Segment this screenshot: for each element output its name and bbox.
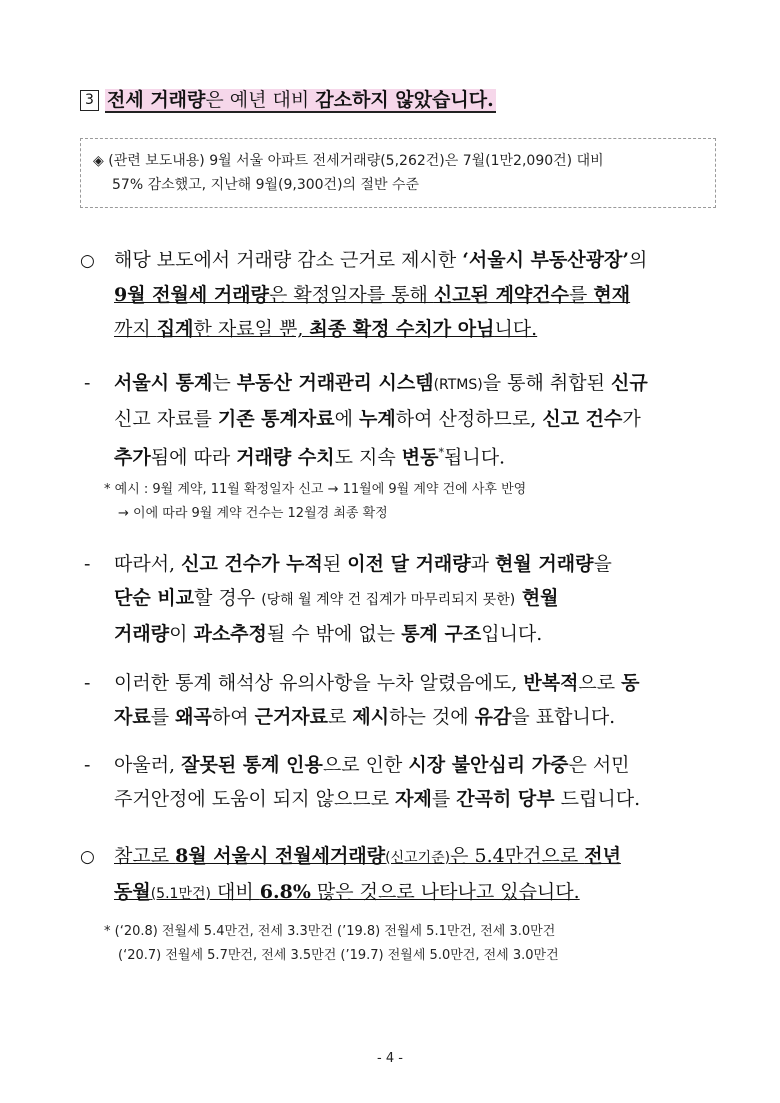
circle-bullet-icon: ○ — [80, 251, 95, 271]
paragraph-5: - 아울러, 잘못된 통계 인용으로 인한 시장 불안심리 가중은 서민 주거안정에 도움이 되지 않으므로 자제를 간곡히 당부 드립니다. — [80, 748, 720, 816]
section-heading — [80, 87, 496, 113]
paragraph-1: ○ 해당 보도에서 거래량 감소 근거로 제시한 ‘서울시 부동산광장’의 9월 전월세 거래량은 확정일자를 통해 신고된 계약건수를 현재 까지 집계한 자료일 뿐, 최종 확정 수치가 아님니다. — [80, 243, 720, 346]
section-number-box: 3 — [80, 90, 99, 111]
press-report-box — [80, 138, 716, 208]
paragraph-3: - 따라서, 신고 건수가 누적된 이전 달 거래량과 현월 거래량을 단순 비교할 경우 (당해 월 계약 건 집계가 마무리되지 못한) 현월 거래량이 과소추정될 수 밖에 없는 통계 구조입니다. — [80, 547, 720, 651]
notice-line-1: (관련 보도내용) 9월 서울 아파트 전세거래량(5,262건)은 7월(1만2,090건) 대비 — [108, 153, 604, 169]
footnote-example: * 예시 : 9월 계약, 11월 확정일자 신고 → 11월에 9월 계약 건에 사후 반영 → 이에 따라 9월 계약 건수는 12월경 최종 확정 — [104, 482, 527, 521]
dash-bullet: - — [84, 372, 91, 394]
dash-bullet: - — [84, 672, 91, 694]
paragraph-4: - 이러한 통계 해석상 유의사항을 누차 알렸음에도, 반복적으로 동 자료를 왜곡하여 근거자료로 제시하는 것에 유감을 표합니다. — [80, 666, 720, 734]
circle-bullet-icon: ○ — [80, 847, 95, 867]
dash-bullet: - — [84, 553, 91, 575]
dash-bullet: - — [84, 754, 91, 776]
title-part-c: 감소하지 않았습니다. — [315, 89, 494, 111]
paragraph-6: ○ 참고로 8월 서울시 전월세거래량(신고기준)은 5.4만건으로 전년 동월(5.1만건) 대비 6.8% 많은 것으로 나타나고 있습니다. — [80, 839, 720, 911]
diamond-icon: ◈ — [93, 153, 104, 169]
title-part-b: 은 예년 대비 — [205, 89, 316, 111]
notice-line-2: 57% 감소했고, 지난해 9월(9,300건)의 절반 수준 — [112, 177, 420, 193]
footnote-statistics: * (‘20.8) 전월세 5.4만건, 전세 3.3만건 (’19.8) 전월세 5.1만건, 전세 3.0만건 (‘20.7) 전월세 5.7만건, 전세 3.5만건 (’19.7) 전월세 5.0만건, 전세 3.0만건 — [104, 924, 559, 963]
paragraph-2: - 서울시 통계는 부동산 거래관리 시스템(RTMS)을 통해 취합된 신규 신고 자료를 기존 통계자료에 누계하여 산정하므로, 신고 건수가 추가됨에 따라 거래량 수치도 지속 변동*됩니다. — [80, 366, 720, 474]
section-title — [105, 89, 496, 113]
page-number: - 4 - — [377, 1051, 403, 1066]
title-part-a: 전세 거래량 — [107, 89, 206, 111]
